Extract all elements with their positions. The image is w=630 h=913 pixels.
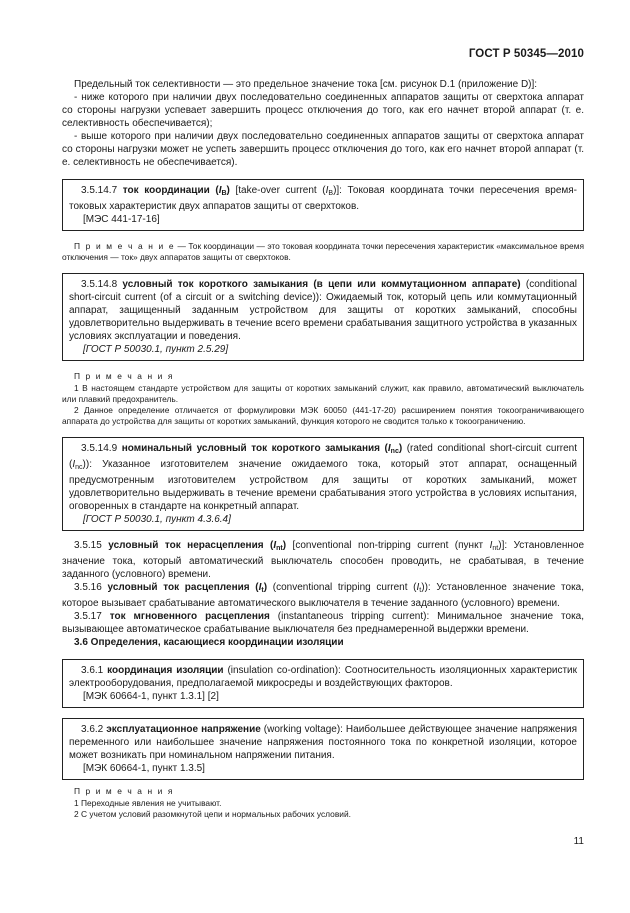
note-item: 2 С учетом условий разомкнутой цепи и нормальных рабочих условий. [74,808,351,819]
definition-box-3-5-14-9 [62,437,584,531]
definition-box-3-6-1 [62,659,584,708]
page-number: 11 [573,836,584,847]
page-content [62,78,584,820]
definition-reference: [МЭК 60664-1, пункт 1.3.5] [83,763,205,775]
intro-paragraph: Предельный ток селективности — это предельное значение тока [см. рисунок D.1 (приложение D)]: [74,79,538,90]
document-header: ГОСТ Р 50345—2010 [468,48,584,60]
definition-text: 3.5.14.7 ток координации $(I_B)$ [take-over current $(I_B)$]: Токовая координата точки пересечения время-токовых характеристик двух аппаратов защиты от сверхтоков. [69,185,577,212]
definition-3-5-17: 3.5.17 ток мгновенного расцепления (instantaneous tripping current): Минимальное значение тока, вызывающее автоматическое срабатывание выключателя без преднамеренной выдержки времени. [62,611,584,636]
definition-3-5-15: 3.5.15 условный ток нерасцепления $(I_{nt})$ [conventional non-tripping current (пункт $I_{nt}$)]: Установленное значение тока, который автоматический выключатель способен проводить, не срабатывая, в течение заданного (условного) времени. [62,540,585,581]
notes-label: П р и м е ч а н и я [74,786,174,797]
note-item: 1 Переходные явления не учитывают. [74,797,222,808]
notes-label: П р и м е ч а н и я [74,371,174,382]
definition-text: 3.5.14.8 условный ток короткого замыкания (в цепи или коммутационном аппарате) (conditional short-circuit current (of a circuit or a switching device)): Ожидаемый ток, который цепь или коммутационный аппарат, защищенный заданным устройством для защиты от коротких замыканий, способны удовлетворительно выдерживать в течение всего времени срабатывания защитного устройства в указанных условиях эксплуатации и поведения. [69,279,578,343]
note-item: 1 В настоящем стандарте устройством для защиты от коротких замыканий служит, как правило, автоматический выключатель или плавкий предохранитель. [62,382,584,404]
definition-3-5-16: 3.5.16 условный ток расцепления $(I_t)$ (conventional tripping current $(I_t)$): Установленное значение тока, которое вызывает срабатывание автоматического выключателя в течение заданного (условного) времени. [62,582,585,610]
definition-box-3-5-14-7 [62,179,584,231]
note-item: 2 Данное определение отличается от формулировки МЭК 60050 (441-17-20) расширением понятия токоограничивающего аппарата до устройства для защиты от коротких замыканий, функция которого не сводится только к токоограничению. [62,405,584,427]
definition-reference: [ГОСТ Р 50030.1, пункт 4.3.6.4] [83,514,231,526]
definition-reference: [МЭС 441-17-16] [83,214,160,225]
section-title-3-6: 3.6 Определения, касающиеся координации изоляции [74,637,344,649]
intro-list-item: - выше которого при наличии двух последовательно соединенных аппаратов защиты от сверхтока аппарат со стороны нагрузки может не успеть завершить процесс отключения до того, как его начнет второй аппарат (т. е. селективность не обеспечивается). [62,131,584,168]
definition-text: 3.6.2 эксплуатационное напряжение (working voltage): Наибольшее действующее значение напряжения переменного или наибольшее значение напряжения постоянного тока по конкретной изоляции, которое может возникать при номинальном напряжении питания. [69,724,577,762]
definition-text: 3.6.1 координация изоляции (insulation co-ordination): Соотносительность изоляционных характеристик электрооборудования, предполагаемой микросреды и воздействующих факторов. [69,665,578,690]
definition-text: 3.5.14.9 номинальный условный ток короткого замыкания $(I_{nc})$ (rated conditional short-circuit current $(I_{nc})$): Указанное изготовителем значение ожидаемого тока, который этот аппарат, оснащенный предусмотренным изготовителем устройством для защиты от коротких замыканий, может удовлетворительно выдерживать в течение времени срабатывания этого устройства в условиях испытания, оговоренных в стандарте на конкретный аппарат. [69,443,578,513]
definition-box-3-5-14-8 [62,273,584,361]
note-3-5-14-7: П р и м е ч а н и е — Ток координации — это токовая координата точки пересечения характеристик «максимальное время отключения — ток» двух аппаратов защиты от сверхтоков. [62,241,584,263]
definition-reference: [ГОСТ Р 50030.1, пункт 2.5.29] [83,344,229,356]
definition-box-3-6-2 [62,718,584,780]
intro-list-item: - ниже которого при наличии двух последовательно соединенных аппаратов защиты от сверхтока аппарат со стороны нагрузки успевает завершить процесс отключения до того, как его начнет второй аппарат (т. е. селективность обеспечивается); [62,92,584,129]
definition-reference: [МЭК 60664-1, пункт 1.3.1] [2] [83,691,219,703]
